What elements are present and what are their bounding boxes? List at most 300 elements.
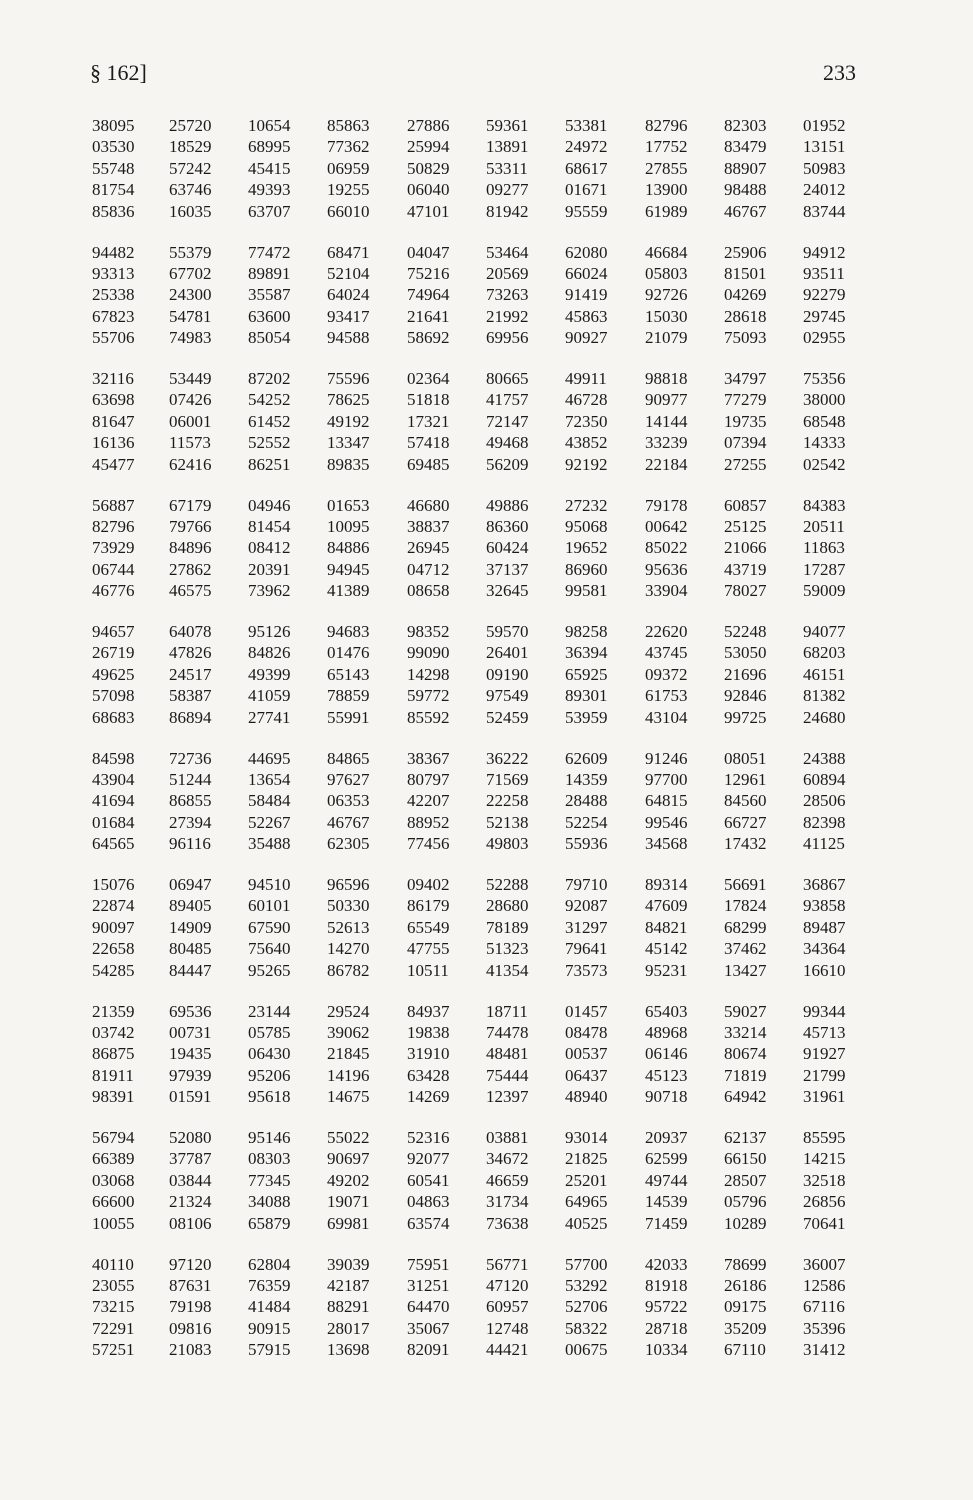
number-cell: 85022 — [645, 538, 688, 558]
table-row — [0, 1296, 973, 1317]
number-cell: 88952 — [407, 812, 450, 832]
number-cell: 52552 — [248, 433, 291, 453]
number-cell: 45713 — [803, 1022, 846, 1042]
number-cell: 21079 — [645, 328, 688, 348]
table-row — [0, 1339, 973, 1360]
number-cell: 81647 — [92, 411, 135, 431]
number-cell: 86855 — [169, 791, 212, 811]
number-cell: 75356 — [803, 369, 846, 388]
number-cell: 68617 — [565, 158, 608, 178]
number-cell: 62080 — [565, 242, 608, 262]
number-cell: 77456 — [407, 834, 450, 854]
number-cell: 55022 — [327, 1128, 370, 1147]
number-cell: 29745 — [803, 306, 846, 326]
number-cell: 46680 — [407, 495, 450, 515]
number-block — [0, 874, 973, 981]
number-cell: 45123 — [645, 1065, 688, 1085]
table-row — [0, 1043, 973, 1064]
number-cell: 49393 — [248, 180, 291, 200]
number-cell: 22258 — [486, 791, 529, 811]
number-cell: 45477 — [92, 454, 135, 474]
number-cell: 54285 — [92, 960, 135, 980]
table-row — [0, 559, 973, 580]
number-cell: 85592 — [407, 707, 450, 727]
number-cell: 56209 — [486, 454, 529, 474]
number-cell: 77472 — [248, 242, 291, 262]
number-cell: 10095 — [327, 516, 370, 536]
number-cell: 72291 — [92, 1318, 135, 1338]
number-cell: 34568 — [645, 834, 688, 854]
number-cell: 61753 — [645, 686, 688, 706]
number-cell: 49803 — [486, 834, 529, 854]
number-cell: 27862 — [169, 559, 212, 579]
number-cell: 95265 — [248, 960, 291, 980]
number-cell: 41389 — [327, 581, 370, 601]
number-cell: 24972 — [565, 137, 608, 157]
number-cell: 85054 — [248, 328, 291, 348]
number-cell: 86875 — [92, 1044, 135, 1064]
number-cell: 27886 — [407, 116, 450, 135]
number-cell: 89405 — [169, 896, 212, 916]
number-cell: 08303 — [248, 1149, 291, 1169]
number-cell: 75216 — [407, 263, 450, 283]
number-cell: 06430 — [248, 1044, 291, 1064]
number-cell: 22184 — [645, 454, 688, 474]
number-cell: 95636 — [645, 559, 688, 579]
number-cell: 09277 — [486, 180, 529, 200]
number-cell: 60101 — [248, 896, 291, 916]
number-cell: 66150 — [724, 1149, 767, 1169]
number-cell: 95722 — [645, 1297, 688, 1317]
number-cell: 14909 — [169, 917, 212, 937]
number-cell: 00642 — [645, 516, 688, 536]
number-cell: 34088 — [248, 1192, 291, 1212]
number-cell: 53292 — [565, 1275, 608, 1295]
number-cell: 44695 — [248, 748, 291, 768]
number-cell: 07426 — [169, 390, 212, 410]
number-cell: 64965 — [565, 1192, 608, 1212]
number-cell: 21066 — [724, 538, 767, 558]
number-cell: 61989 — [645, 201, 688, 221]
number-cell: 12586 — [803, 1275, 846, 1295]
number-cell: 73962 — [248, 581, 291, 601]
number-cell: 14215 — [803, 1149, 846, 1169]
number-cell: 84821 — [645, 917, 688, 937]
number-cell: 67823 — [92, 306, 135, 326]
number-cell: 34672 — [486, 1149, 529, 1169]
number-cell: 56691 — [724, 875, 767, 894]
number-cell: 97939 — [169, 1065, 212, 1085]
number-cell: 75444 — [486, 1065, 529, 1085]
number-cell: 01952 — [803, 116, 846, 135]
number-cell: 24012 — [803, 180, 846, 200]
number-cell: 32518 — [803, 1170, 846, 1190]
number-cell: 81911 — [92, 1065, 134, 1085]
number-cell: 11863 — [803, 538, 845, 558]
number-cell: 67702 — [169, 263, 212, 283]
table-row — [0, 790, 973, 811]
number-cell: 51244 — [169, 769, 212, 789]
number-cell: 92087 — [565, 896, 608, 916]
number-cell: 43745 — [645, 643, 688, 663]
number-cell: 47609 — [645, 896, 688, 916]
number-cell: 53464 — [486, 242, 529, 262]
number-cell: 77279 — [724, 390, 767, 410]
number-cell: 28507 — [724, 1170, 767, 1190]
number-cell: 52706 — [565, 1297, 608, 1317]
number-cell: 23144 — [248, 1001, 291, 1021]
number-cell: 49468 — [486, 433, 529, 453]
number-cell: 06353 — [327, 791, 370, 811]
number-cell: 54252 — [248, 390, 291, 410]
number-cell: 94510 — [248, 875, 291, 894]
number-cell: 87631 — [169, 1275, 212, 1295]
number-cell: 02364 — [407, 369, 450, 388]
number-block — [0, 115, 973, 222]
number-cell: 34364 — [803, 939, 846, 959]
number-cell: 93858 — [803, 896, 846, 916]
number-cell: 58387 — [169, 686, 212, 706]
number-cell: 77362 — [327, 137, 370, 157]
number-cell: 23055 — [92, 1275, 135, 1295]
number-cell: 06001 — [169, 411, 212, 431]
number-cell: 85836 — [92, 201, 135, 221]
number-cell: 27741 — [248, 707, 291, 727]
number-cell: 03844 — [169, 1170, 212, 1190]
number-cell: 52254 — [565, 812, 608, 832]
number-cell: 33214 — [724, 1022, 767, 1042]
table-row — [0, 454, 973, 475]
number-cell: 24388 — [803, 748, 846, 768]
number-cell: 90697 — [327, 1149, 370, 1169]
number-cell: 52080 — [169, 1128, 212, 1147]
number-cell: 05785 — [248, 1022, 291, 1042]
number-cell: 33239 — [645, 433, 688, 453]
number-cell: 43852 — [565, 433, 608, 453]
number-cell: 51323 — [486, 939, 529, 959]
number-cell: 42207 — [407, 791, 450, 811]
number-cell: 25338 — [92, 285, 135, 305]
number-cell: 52613 — [327, 917, 370, 937]
number-cell: 06947 — [169, 875, 212, 894]
number-cell: 46151 — [803, 664, 846, 684]
number-cell: 66389 — [92, 1149, 135, 1169]
number-cell: 86782 — [327, 960, 370, 980]
number-cell: 71459 — [645, 1213, 688, 1233]
table-row — [0, 1191, 973, 1212]
number-cell: 46575 — [169, 581, 212, 601]
number-cell: 52316 — [407, 1128, 450, 1147]
number-cell: 81942 — [486, 201, 529, 221]
number-cell: 73263 — [486, 285, 529, 305]
number-cell: 52267 — [248, 812, 291, 832]
number-cell: 53959 — [565, 707, 608, 727]
number-cell: 24680 — [803, 707, 846, 727]
number-cell: 97627 — [327, 769, 370, 789]
random-number-table — [0, 115, 973, 1380]
number-cell: 38837 — [407, 516, 450, 536]
number-cell: 45142 — [645, 939, 688, 959]
number-cell: 55706 — [92, 328, 135, 348]
number-cell: 20937 — [645, 1128, 688, 1147]
number-cell: 38095 — [92, 116, 135, 135]
number-cell: 03068 — [92, 1170, 135, 1190]
number-cell: 60957 — [486, 1297, 529, 1317]
table-row — [0, 327, 973, 348]
number-cell: 62416 — [169, 454, 212, 474]
number-cell: 08412 — [248, 538, 291, 558]
number-cell: 13891 — [486, 137, 529, 157]
number-cell: 76359 — [248, 1275, 291, 1295]
number-cell: 28718 — [645, 1318, 688, 1338]
number-cell: 41694 — [92, 791, 135, 811]
number-cell: 35488 — [248, 834, 291, 854]
number-cell: 82796 — [92, 516, 135, 536]
table-row — [0, 1213, 973, 1234]
number-cell: 79178 — [645, 495, 688, 515]
number-cell: 79641 — [565, 939, 608, 959]
number-cell: 43719 — [724, 559, 767, 579]
number-cell: 80485 — [169, 939, 212, 959]
number-cell: 78189 — [486, 917, 529, 937]
number-cell: 57251 — [92, 1340, 135, 1360]
table-row — [0, 748, 973, 769]
number-cell: 21799 — [803, 1065, 846, 1085]
number-cell: 66010 — [327, 201, 370, 221]
number-cell: 88291 — [327, 1297, 370, 1317]
number-cell: 65143 — [327, 664, 370, 684]
number-cell: 08478 — [565, 1022, 608, 1042]
number-cell: 14196 — [327, 1065, 370, 1085]
number-cell: 99090 — [407, 643, 450, 663]
number-cell: 85595 — [803, 1128, 846, 1147]
number-block — [0, 242, 973, 349]
number-cell: 21324 — [169, 1192, 212, 1212]
number-cell: 91927 — [803, 1044, 846, 1064]
number-cell: 08106 — [169, 1213, 212, 1233]
number-cell: 26186 — [724, 1275, 767, 1295]
number-cell: 64024 — [327, 285, 370, 305]
number-cell: 15030 — [645, 306, 688, 326]
number-cell: 38367 — [407, 748, 450, 768]
number-cell: 46776 — [92, 581, 135, 601]
number-cell: 79766 — [169, 516, 212, 536]
number-cell: 95231 — [645, 960, 688, 980]
number-cell: 98818 — [645, 369, 688, 388]
number-cell: 57098 — [92, 686, 135, 706]
number-cell: 58484 — [248, 791, 291, 811]
table-row — [0, 306, 973, 327]
number-cell: 86894 — [169, 707, 212, 727]
table-row — [0, 642, 973, 663]
number-cell: 49625 — [92, 664, 135, 684]
number-cell: 93313 — [92, 263, 135, 283]
number-cell: 55991 — [327, 707, 370, 727]
number-cell: 19652 — [565, 538, 608, 558]
number-cell: 56887 — [92, 495, 135, 515]
number-cell: 98488 — [724, 180, 767, 200]
number-cell: 75640 — [248, 939, 291, 959]
number-cell: 01671 — [565, 180, 608, 200]
number-cell: 72147 — [486, 411, 529, 431]
number-cell: 82091 — [407, 1340, 450, 1360]
number-cell: 61452 — [248, 411, 291, 431]
number-cell: 17752 — [645, 137, 688, 157]
number-cell: 47120 — [486, 1275, 529, 1295]
number-cell: 98352 — [407, 622, 450, 641]
table-row — [0, 284, 973, 305]
number-cell: 63574 — [407, 1213, 450, 1233]
number-cell: 13654 — [248, 769, 291, 789]
number-cell: 11573 — [169, 433, 211, 453]
table-row — [0, 895, 973, 916]
number-cell: 86360 — [486, 516, 529, 536]
number-cell: 46684 — [645, 242, 688, 262]
number-cell: 51818 — [407, 390, 450, 410]
number-cell: 37787 — [169, 1149, 212, 1169]
number-cell: 84383 — [803, 495, 846, 515]
number-cell: 53449 — [169, 369, 212, 388]
number-cell: 20569 — [486, 263, 529, 283]
number-cell: 00731 — [169, 1022, 212, 1042]
number-cell: 65549 — [407, 917, 450, 937]
number-cell: 94077 — [803, 622, 846, 641]
table-row — [0, 136, 973, 157]
number-cell: 36394 — [565, 643, 608, 663]
number-cell: 26856 — [803, 1192, 846, 1212]
number-cell: 22658 — [92, 939, 135, 959]
number-cell: 72350 — [565, 411, 608, 431]
number-cell: 21845 — [327, 1044, 370, 1064]
number-cell: 87202 — [248, 369, 291, 388]
number-cell: 35209 — [724, 1318, 767, 1338]
number-cell: 17287 — [803, 559, 846, 579]
number-cell: 21825 — [565, 1149, 608, 1169]
number-cell: 32116 — [92, 369, 134, 388]
number-cell: 09175 — [724, 1297, 767, 1317]
number-cell: 05803 — [645, 263, 688, 283]
number-cell: 96596 — [327, 875, 370, 894]
number-cell: 94683 — [327, 622, 370, 641]
number-cell: 62137 — [724, 1128, 767, 1147]
number-cell: 92846 — [724, 686, 767, 706]
number-cell: 45415 — [248, 158, 291, 178]
number-cell: 95146 — [248, 1128, 291, 1147]
number-cell: 53381 — [565, 116, 608, 135]
number-cell: 80797 — [407, 769, 450, 789]
number-cell: 01684 — [92, 812, 135, 832]
number-cell: 80665 — [486, 369, 529, 388]
table-row — [0, 411, 973, 432]
number-cell: 99725 — [724, 707, 767, 727]
number-cell: 16035 — [169, 201, 212, 221]
number-cell: 82796 — [645, 116, 688, 135]
number-cell: 81382 — [803, 686, 846, 706]
number-cell: 94912 — [803, 242, 846, 262]
number-cell: 48940 — [565, 1087, 608, 1107]
number-cell: 57418 — [407, 433, 450, 453]
number-cell: 29524 — [327, 1001, 370, 1021]
number-cell: 59027 — [724, 1001, 767, 1021]
number-cell: 68299 — [724, 917, 767, 937]
number-cell: 94657 — [92, 622, 135, 641]
table-row — [0, 917, 973, 938]
number-cell: 82303 — [724, 116, 767, 135]
number-cell: 14675 — [327, 1087, 370, 1107]
number-cell: 94945 — [327, 559, 370, 579]
number-cell: 86179 — [407, 896, 450, 916]
number-cell: 48481 — [486, 1044, 529, 1064]
number-cell: 85863 — [327, 116, 370, 135]
number-cell: 94482 — [92, 242, 135, 262]
number-block — [0, 368, 973, 475]
table-row — [0, 1170, 973, 1191]
number-cell: 74983 — [169, 328, 212, 348]
number-cell: 41354 — [486, 960, 529, 980]
number-cell: 52459 — [486, 707, 529, 727]
number-cell: 50330 — [327, 896, 370, 916]
number-cell: 64942 — [724, 1087, 767, 1107]
number-cell: 47101 — [407, 201, 450, 221]
number-block — [0, 1127, 973, 1234]
number-cell: 39062 — [327, 1022, 370, 1042]
number-cell: 59009 — [803, 581, 846, 601]
number-cell: 22620 — [645, 622, 688, 641]
number-cell: 62804 — [248, 1254, 291, 1274]
number-cell: 24300 — [169, 285, 212, 305]
number-cell: 37462 — [724, 939, 767, 959]
number-cell: 65925 — [565, 664, 608, 684]
number-cell: 06040 — [407, 180, 450, 200]
number-cell: 68995 — [248, 137, 291, 157]
number-cell: 52288 — [486, 875, 529, 894]
number-cell: 96116 — [169, 834, 211, 854]
number-cell: 04712 — [407, 559, 450, 579]
number-cell: 12961 — [724, 769, 767, 789]
number-cell: 13427 — [724, 960, 767, 980]
number-cell: 68683 — [92, 707, 135, 727]
number-cell: 03742 — [92, 1022, 135, 1042]
number-cell: 47755 — [407, 939, 450, 959]
number-cell: 84865 — [327, 748, 370, 768]
number-cell: 90097 — [92, 917, 135, 937]
number-cell: 81754 — [92, 180, 135, 200]
number-cell: 27394 — [169, 812, 212, 832]
number-cell: 13698 — [327, 1340, 370, 1360]
table-row — [0, 389, 973, 410]
number-cell: 05796 — [724, 1192, 767, 1212]
number-cell: 49911 — [565, 369, 607, 388]
number-cell: 28618 — [724, 306, 767, 326]
table-row — [0, 664, 973, 685]
number-cell: 53311 — [486, 158, 528, 178]
number-cell: 77345 — [248, 1170, 291, 1190]
number-cell: 66727 — [724, 812, 767, 832]
number-cell: 04946 — [248, 495, 291, 515]
number-cell: 03530 — [92, 137, 135, 157]
number-cell: 90718 — [645, 1087, 688, 1107]
number-cell: 63428 — [407, 1065, 450, 1085]
number-cell: 00537 — [565, 1044, 608, 1064]
number-cell: 88907 — [724, 158, 767, 178]
number-cell: 25720 — [169, 116, 212, 135]
number-cell: 99546 — [645, 812, 688, 832]
number-cell: 27855 — [645, 158, 688, 178]
number-cell: 89835 — [327, 454, 370, 474]
number-cell: 75951 — [407, 1254, 450, 1274]
number-cell: 52104 — [327, 263, 370, 283]
number-cell: 14269 — [407, 1087, 450, 1107]
